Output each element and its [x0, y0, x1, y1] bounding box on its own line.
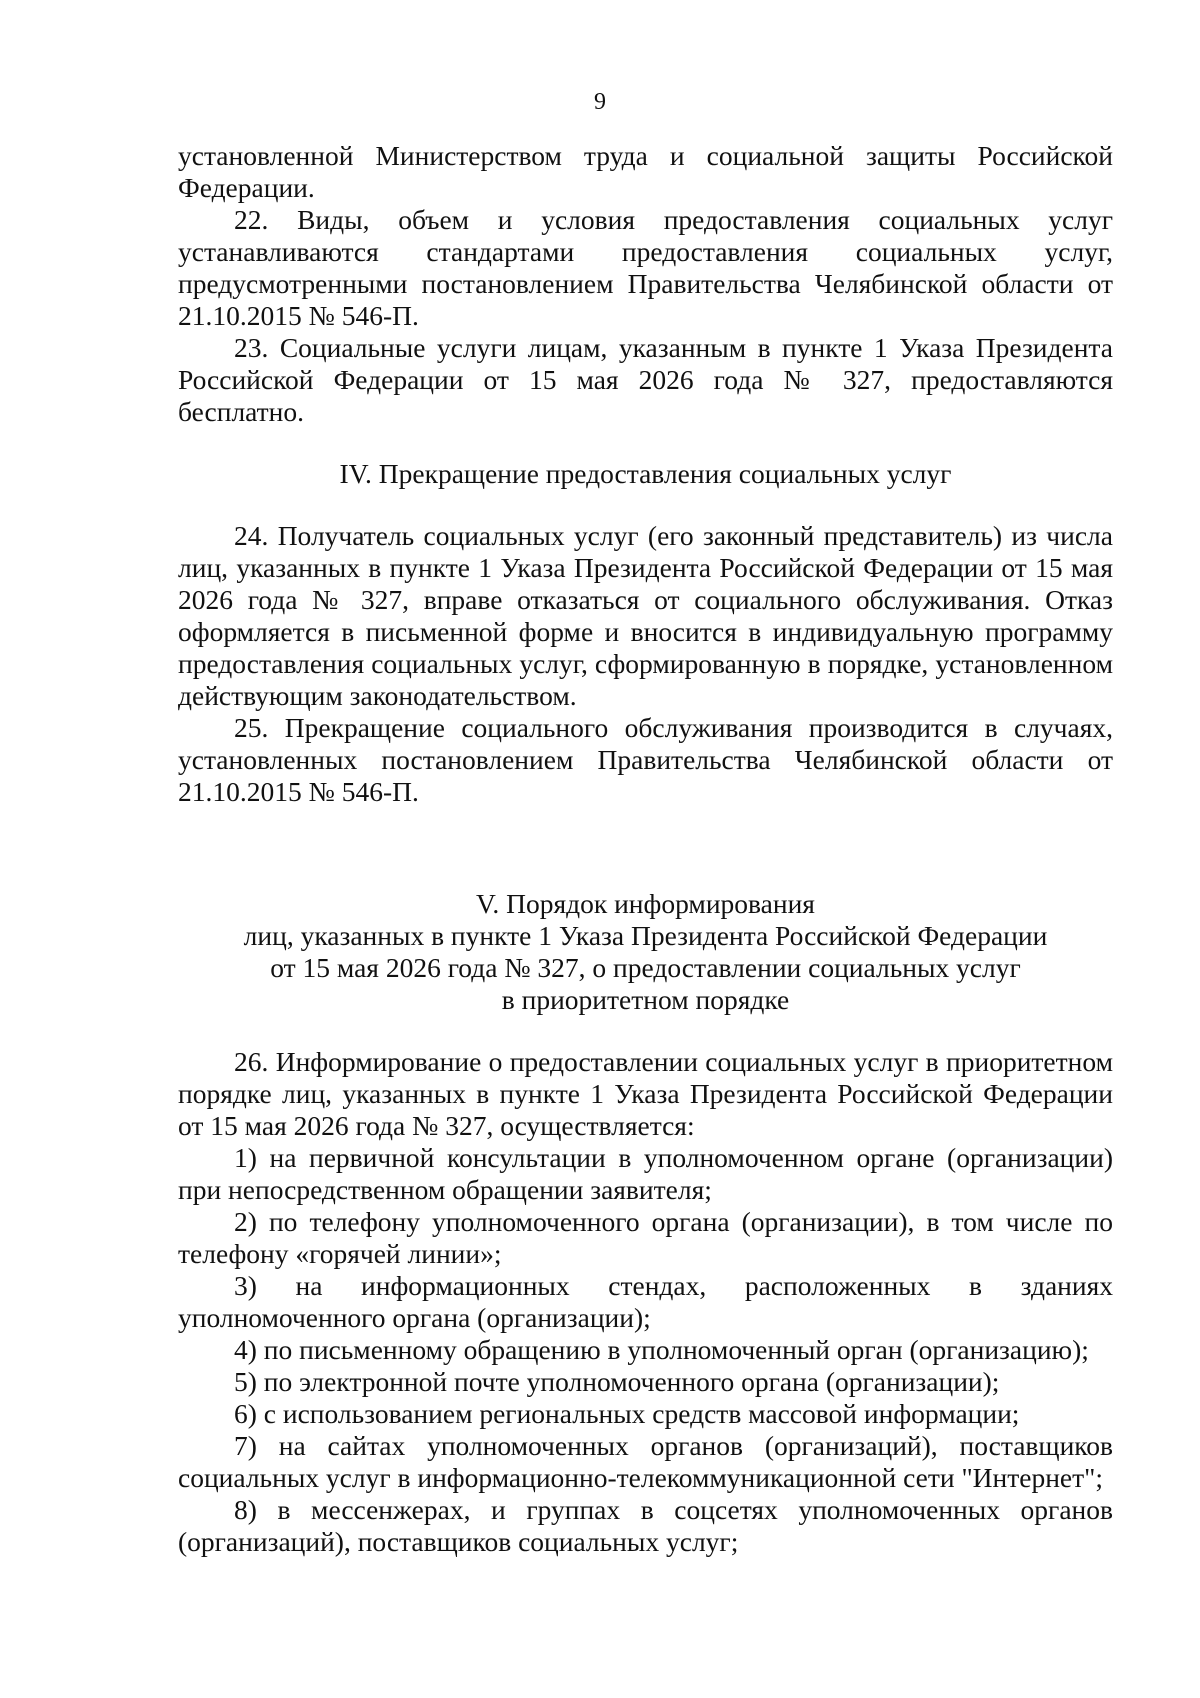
section-4-title: IV. Прекращение предоставления социальных услуг	[339, 458, 952, 489]
list-item-2: 2) по телефону уполномоченного органа (организации), в том числе по телефону «горячей линии»;	[178, 1206, 1113, 1269]
document-body	[178, 140, 1113, 1558]
list-item-5: 5) по электронной почте уполномоченного органа (организации);	[234, 1366, 1000, 1397]
section-5-title-line: в приоритетном порядке	[501, 984, 790, 1015]
paragraph-26: 26. Информирование о предоставлении социальных услуг в приоритетном порядке лиц, указанных в пункте 1 Указа Президента Российской Федерации от 15 мая 2026 года № 327, осуществляется:	[178, 1046, 1113, 1141]
page-number: 9	[594, 89, 606, 115]
section-5-title	[178, 888, 1113, 1016]
paragraph-22: 22. Виды, объем и условия предоставления социальных услуг устанавливаются стандартами предоставления социальных услуг, предусмотренными постановлением Правительства Челябинской области от 21.10.2015 № 546-П.	[178, 204, 1113, 331]
list-item-4: 4) по письменному обращению в уполномоченный орган (организацию);	[234, 1334, 1089, 1365]
section-5-title-line: V. Порядок информирования	[476, 888, 815, 919]
list-item-1: 1) на первичной консультации в уполномоченном органе (организации) при непосредственном обращении заявителя;	[178, 1142, 1113, 1205]
section-5-title-line: от 15 мая 2026 года № 327, о предоставлении социальных услуг	[270, 952, 1021, 983]
list-item-6: 6) с использованием региональных средств массовой информации;	[234, 1398, 1020, 1429]
list-item-8: 8) в мессенжерах, и группах в соцсетях уполномоченных органов (организаций), поставщиков социальных услуг;	[178, 1494, 1113, 1557]
paragraph-24: 24. Получатель социальных услуг (его законный представитель) из числа лиц, указанных в пункте 1 Указа Президента Российской Федерации от 15 мая 2026 года № 327, вправе отказаться от социального обслуживания. Отказ оформляется в письменной форме и вносится в индивидуальную программу предоставления социальных услуг, сформированную в порядке, установленном действующим законодательством.	[178, 520, 1113, 711]
list-item-3: 3) на информационных стендах, расположенных в зданиях уполномоченного органа (организации);	[178, 1270, 1113, 1333]
paragraph-25: 25. Прекращение социального обслуживания производится в случаях, установленных постановлением Правительства Челябинской области от 21.10.2015 № 546-П.	[178, 712, 1113, 807]
paragraph-continuation: установленной Министерством труда и социальной защиты Российской Федерации.	[178, 140, 1113, 203]
section-5-title-line: лиц, указанных в пункте 1 Указа Президента Российской Федерации	[243, 920, 1048, 951]
paragraph-23: 23. Социальные услуги лицам, указанным в пункте 1 Указа Президента Российской Федерации от 15 мая 2026 года № 327, предоставляются бесплатно.	[178, 332, 1113, 427]
list-item-7: 7) на сайтах уполномоченных органов (организаций), поставщиков социальных услуг в информационно-телекоммуникационной сети "Интернет";	[178, 1430, 1113, 1493]
